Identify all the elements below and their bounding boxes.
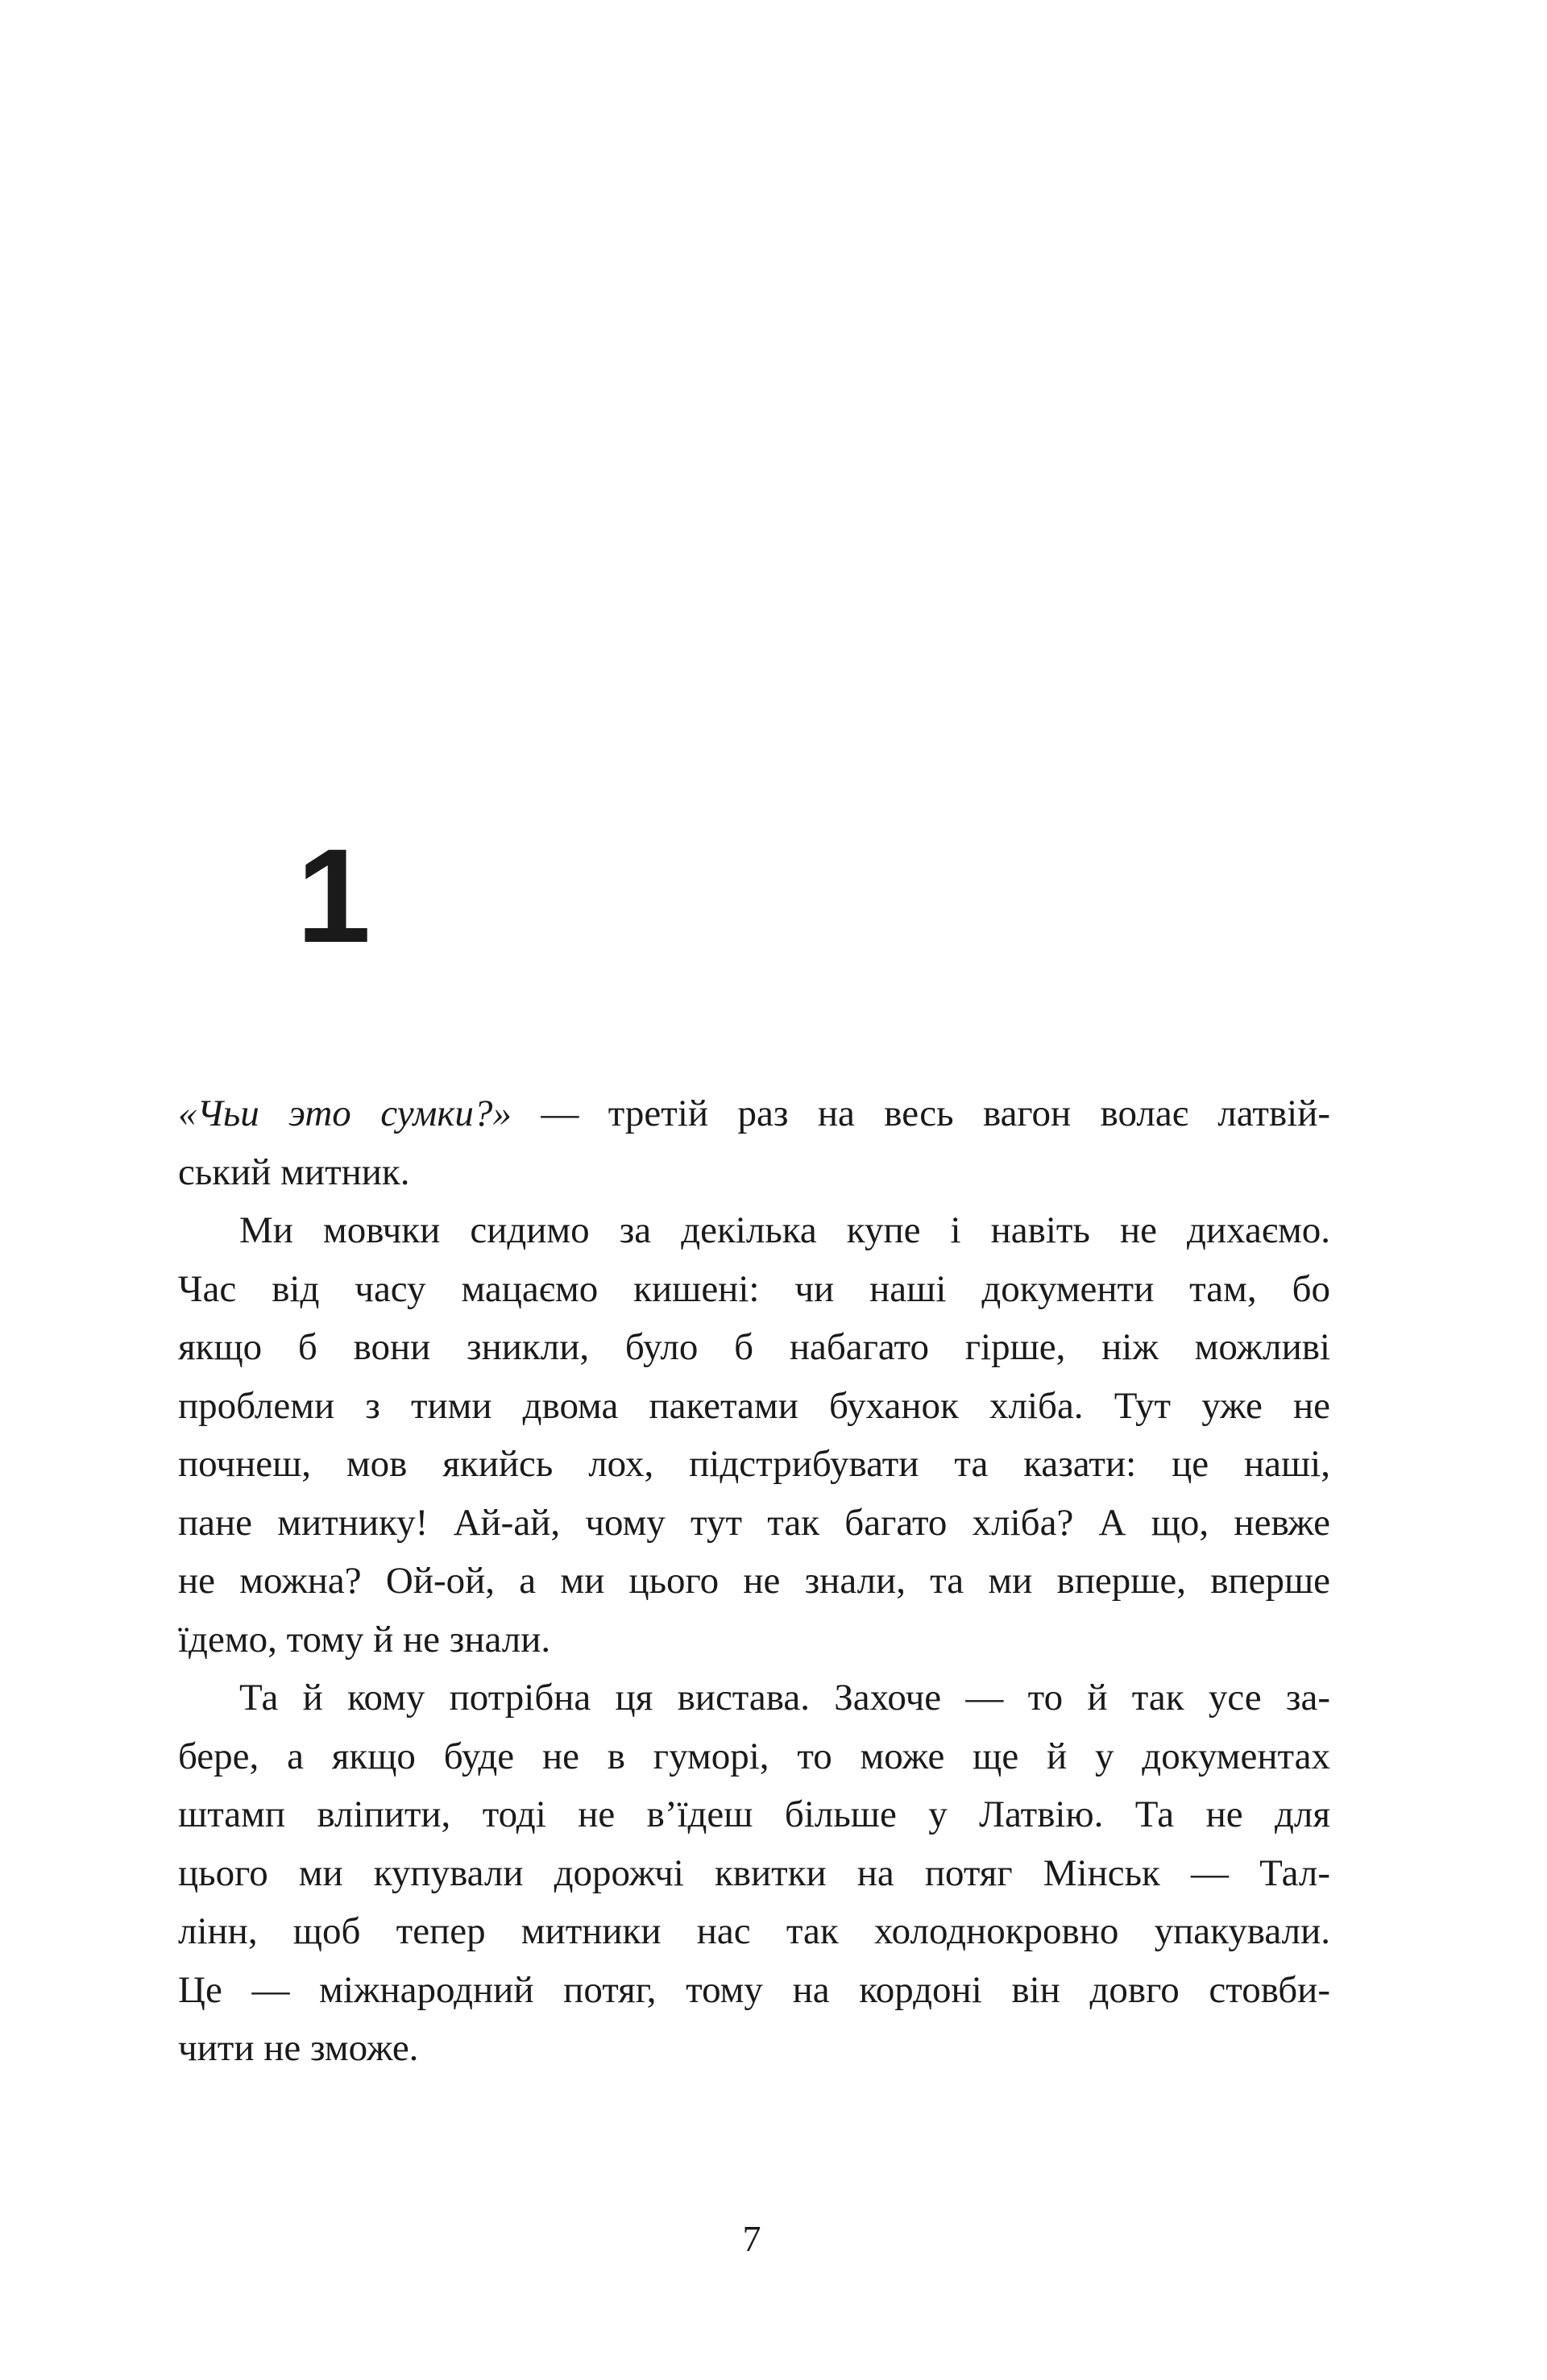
text-line: лінн, щоб тепер митники нас так холоднокровно упакували. [178, 1910, 1330, 1952]
text-line: Та й кому потрібна ця вистава. Захоче — то й так усе за- [239, 1677, 1330, 1719]
quoted-speech: «Чьи это сумки?» [178, 1093, 512, 1134]
chapter-body [178, 1084, 1330, 2078]
page-number: 7 [742, 2218, 761, 2259]
text-line: їдемо, тому й не знали. [178, 1618, 551, 1661]
text-line: чити не зможе. [178, 2027, 419, 2069]
text-line: проблеми з тими двома пакетами буханок хліба. Тут уже не [178, 1384, 1330, 1427]
text-line: Це — міжнародний потяг, тому на кордоні він довго стовби- [178, 1968, 1330, 2011]
text-line: цього ми купували дорожчі квитки на потяг Мінськ — Тал- [178, 1851, 1330, 1894]
text-line: Ми мовчки сидимо за декілька купе і навіть не дихаємо. [239, 1209, 1330, 1251]
text-line: штамп вліпити, тоді не в’їдеш більше у Латвію. Та не для [178, 1793, 1330, 1835]
text-line [178, 1084, 1330, 1143]
chapter-number: 1 [297, 822, 371, 971]
text-line-rest: — третій раз на весь вагон волає латвій- [511, 1093, 1330, 1134]
text-line: якщо б вони зникли, було б набагато гірше, ніж можливі [178, 1326, 1330, 1368]
text-line: не можна? Ой-ой, а ми цього не знали, та ми вперше, вперше [178, 1560, 1330, 1602]
text-line: пане митнику! Ай-ай, чому тут так багато хліба? А що, невже [178, 1501, 1330, 1544]
text-line: ський митник. [178, 1151, 410, 1193]
text-line: бере, а якщо буде не в гуморі, то може ще й у документах [178, 1735, 1330, 1777]
text-line: Час від часу мацаємо кишені: чи наші документи там, бо [178, 1267, 1330, 1310]
text-line: почнеш, мов якийсь лох, підстрибувати та казати: це наші, [178, 1443, 1330, 1485]
